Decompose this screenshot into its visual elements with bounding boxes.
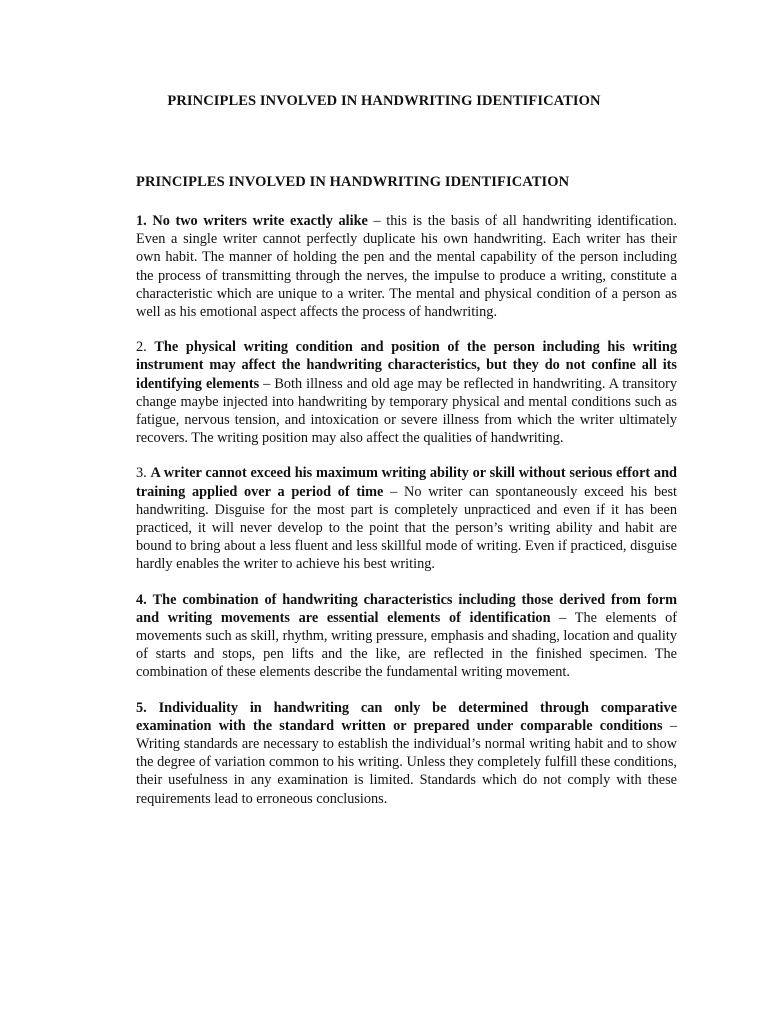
principle-body: – The elements of movements such as skill, rhythm, writing pressure, emphasis and shading, location and quality of starts and stops, pen lifts and the like, are reflected in the finished specimen. The combination of these elements describe the fundamental writing movement. <box>136 609 677 681</box>
principle-paragraph <box>136 212 677 321</box>
principle-body: – Both illness and old age may be reflected in handwriting. A transitory change maybe injected into handwriting by temporary physical and mental conditions such as fatigue, nervous tension, and intoxication or severe illness from which the writer ultimately recovers. The writing position may also affect the qualities of handwriting. <box>136 375 677 447</box>
principle-number: 2. <box>136 339 147 356</box>
principle-heading: No two writers write exactly alike <box>152 213 368 229</box>
document-title: PRINCIPLES INVOLVED IN HANDWRITING IDENTIFICATION <box>167 93 601 109</box>
principle-heading: The physical writing condition and position of the person including his writing instrument may affect the handwriting characteristics, but they do not confine all its identifying elements <box>136 339 677 392</box>
principle-body: – No writer can spontaneously exceed his best handwriting. Disguise for the most part is completely unpracticed and even if it has been practiced, it will never develop to the point that the person’s writing ability and habit are bound to bring about a less fluent and less skillful mode of writing. Even if practiced, disguise hardly enables the writer to achieve his best writing. <box>136 483 677 573</box>
principle-number: 3. <box>136 465 147 482</box>
principle-number: 1. <box>136 213 147 229</box>
principle-body: – Writing standards are necessary to establish the individual’s normal writing habit and to show the degree of variation common to his writing. Unless they completely fulfill these conditions, their usefulness in any examination is limited. Standards which do not comply with these requirements lead to erroneous conclusions. <box>136 717 677 807</box>
principle-number: 5. <box>136 699 147 716</box>
principle-number: 4. <box>136 591 147 608</box>
principles-list <box>136 212 677 824</box>
principle-paragraph <box>136 464 677 573</box>
principle-heading: A writer cannot exceed his maximum writing ability or skill without serious effort and training applied over a period of time <box>136 465 677 500</box>
principle-paragraph <box>136 338 677 447</box>
principle-heading: The combination of handwriting characteristics including those derived from form and writing movements are essential elements of identification <box>136 591 677 626</box>
principle-paragraph <box>136 699 677 808</box>
section-heading: PRINCIPLES INVOLVED IN HANDWRITING IDENTIFICATION <box>136 174 570 190</box>
principle-paragraph <box>136 591 677 682</box>
principle-body: – this is the basis of all handwriting identification. Even a single writer cannot perfectly duplicate his own handwriting. Each writer has their own habit. The manner of holding the pen and the mental capability of the person including the process of transmitting through the nerves, the impulse to produce a writing, constitute a characteristic which are unique to a writer. The mental and physical condition of a person as well as his emotional aspect affects the process of handwriting. <box>136 213 678 321</box>
principle-heading: Individuality in handwriting can only be determined through comparative examination with the standard written or prepared under comparable conditions <box>136 699 678 734</box>
